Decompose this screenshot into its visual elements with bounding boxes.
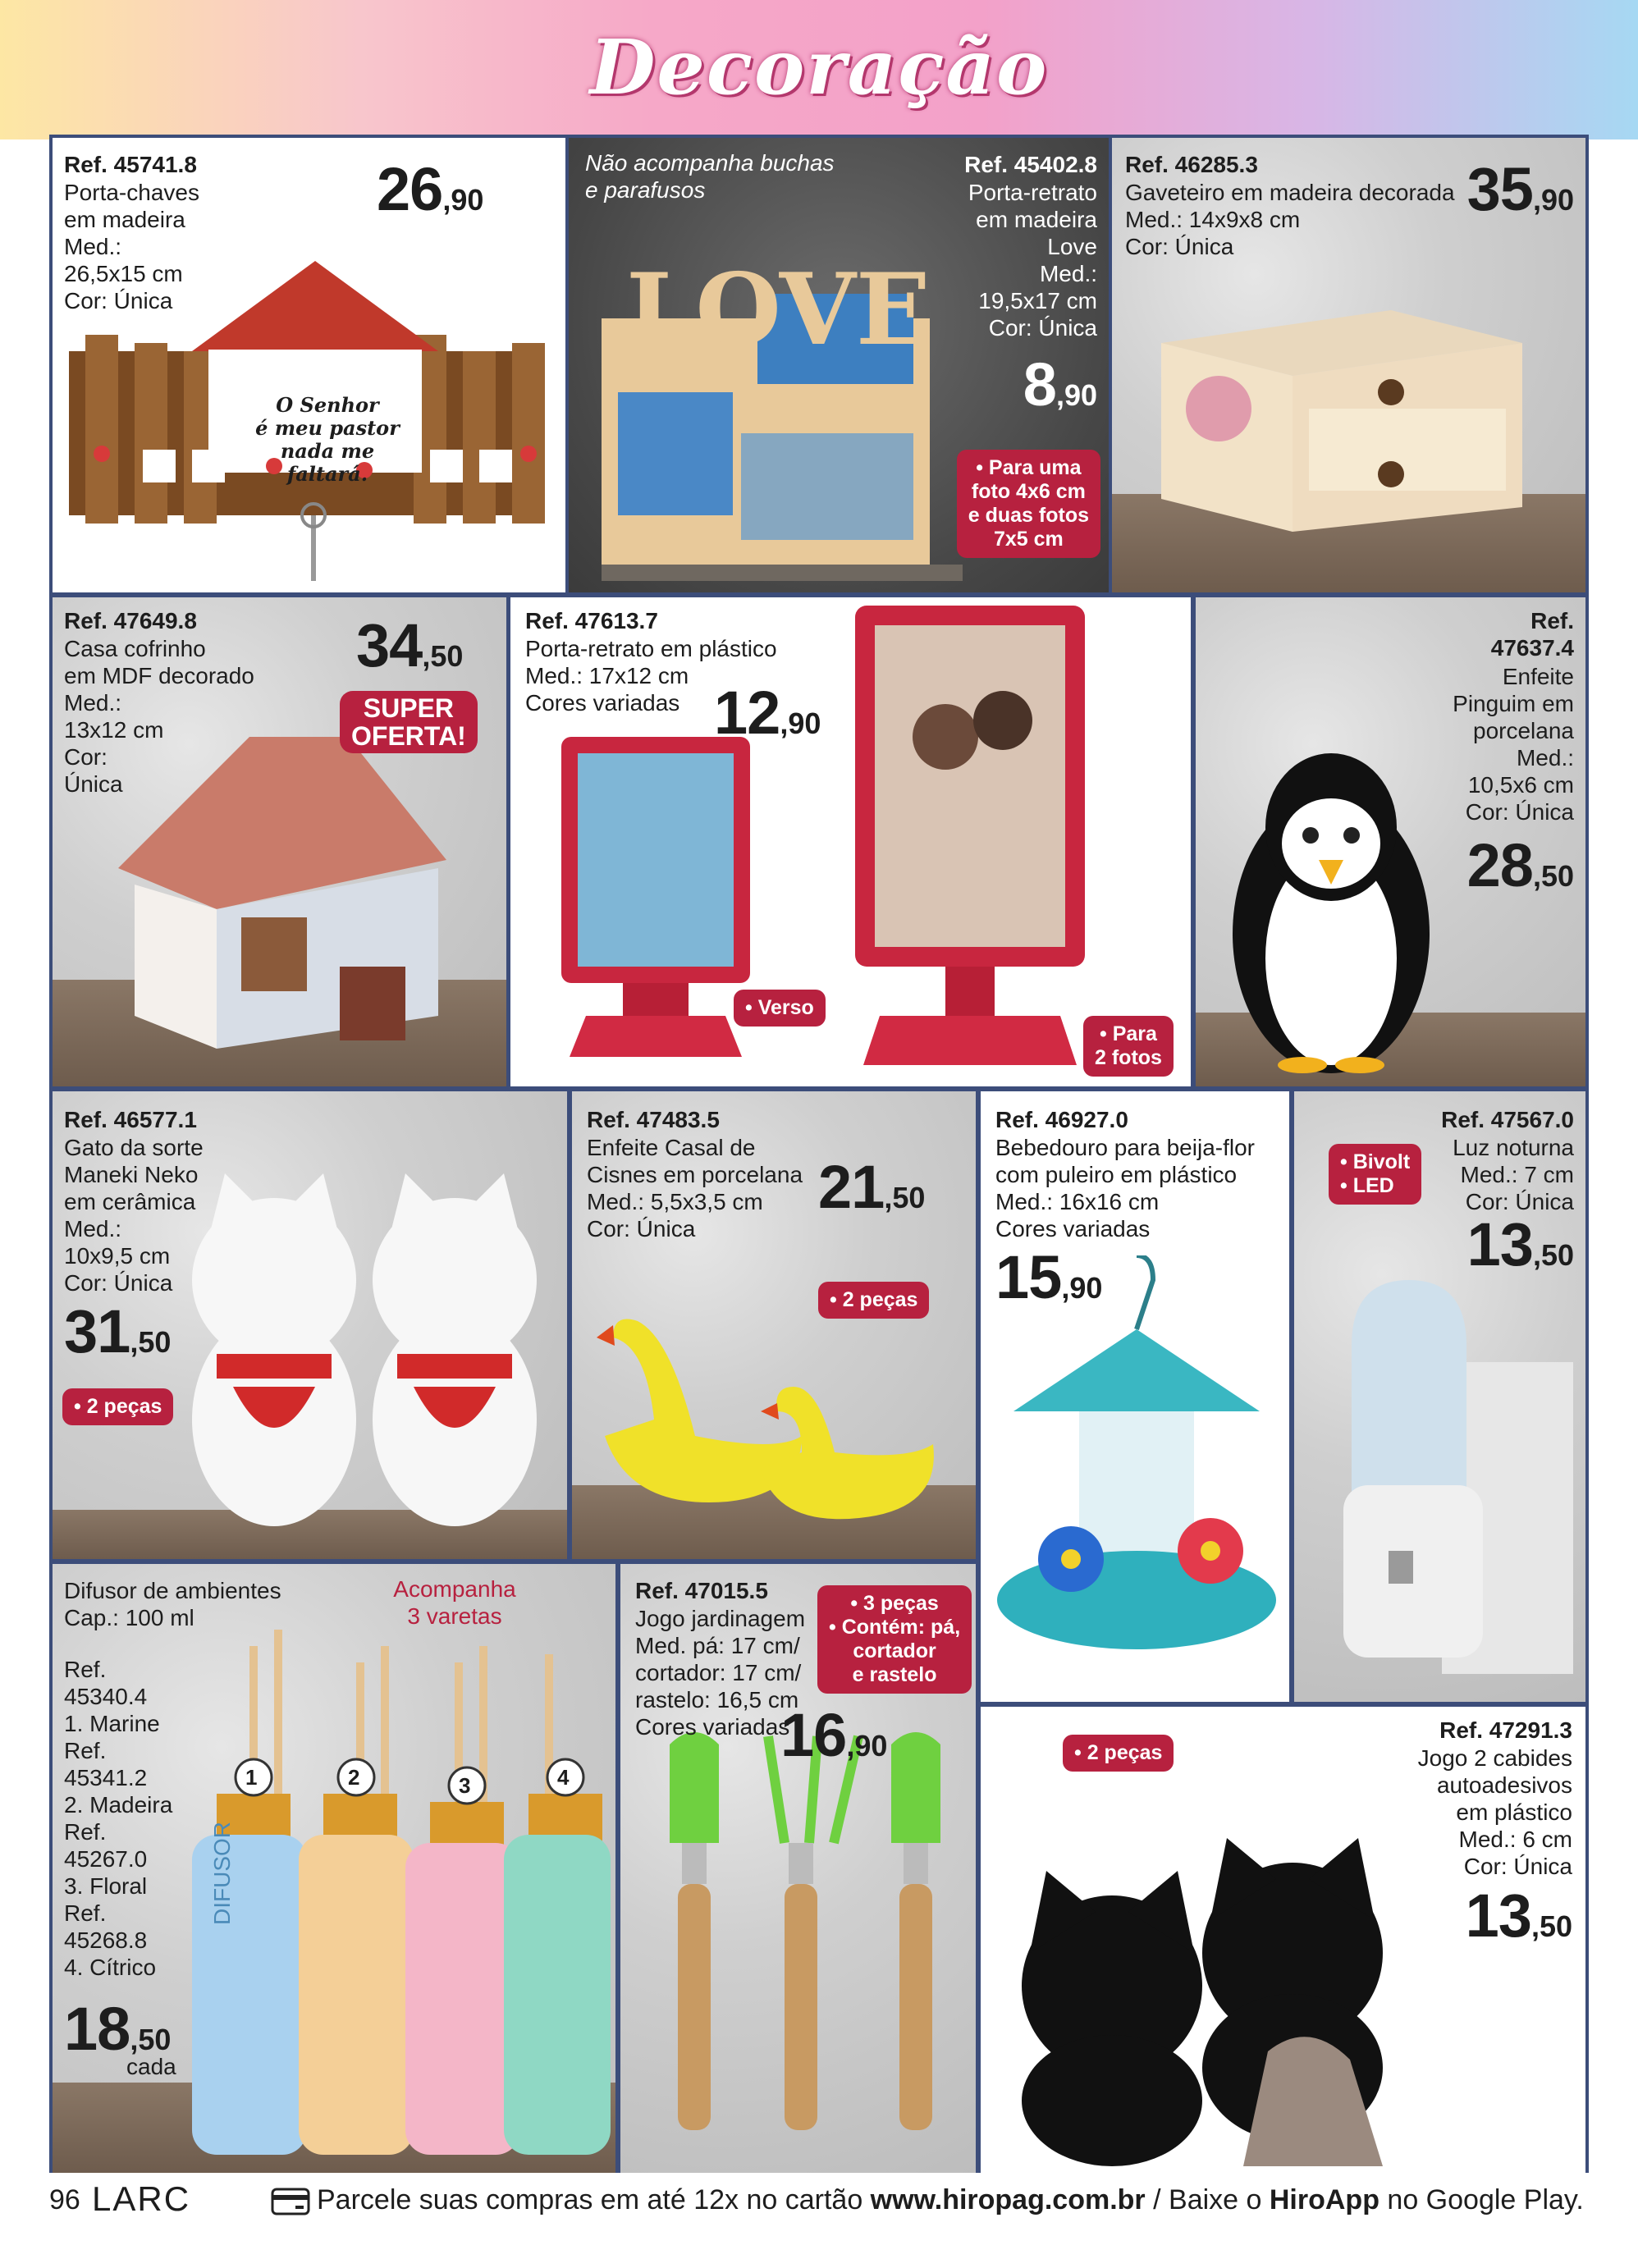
product-card-diffuser[interactable]	[53, 1564, 615, 2173]
product-card-plastic-frame[interactable]	[510, 597, 1191, 1086]
product-description: Enfeite Casal de Cisnes em porcelana Med.: 5,5x3,5 cm Cor: Única	[587, 1135, 803, 1241]
footer	[49, 2181, 1589, 2230]
product-card-key-holder[interactable]	[53, 138, 565, 592]
lucky-cat-image	[184, 1173, 561, 1534]
product-ref: Ref. 45402.8	[964, 152, 1097, 177]
brand-logo: LARC	[92, 2179, 191, 2218]
product-ref: Ref. 46577.1	[64, 1107, 197, 1132]
garden-set-image	[653, 1720, 957, 2163]
product-price: 16,90	[780, 1701, 888, 1769]
product-card-lucky-cat[interactable]	[53, 1091, 567, 1559]
product-card-bird-feeder[interactable]	[981, 1091, 1289, 1702]
footer-text: Parcele suas compras em até 12x no cartão www.hiropag.com.br / Baixe o HiroApp no Google Play.	[317, 2184, 1584, 2215]
penguin-image	[1228, 720, 1434, 1073]
love-frame-word: LOVE	[626, 252, 931, 368]
product-price: 28,50	[1466, 831, 1574, 899]
product-description: Bebedouro para beija-flor com puleiro em plástico Med.: 16x16 cm Cores variadas	[995, 1135, 1255, 1241]
product-card-cat-hooks[interactable]	[981, 1707, 1585, 2173]
night-light-image	[1327, 1280, 1573, 1690]
product-badge-verso: • Verso	[734, 990, 826, 1027]
product-description: Jogo 2 cabides autoadesivos em plástico Med.: 6 cm Cor: Única	[1417, 1745, 1572, 1879]
bottle-number: 4	[557, 1765, 570, 1790]
credit-card-icon	[271, 2188, 310, 2220]
product-description: Difusor de ambientes Cap.: 100 ml	[64, 1578, 281, 1630]
product-ref: Ref. 47291.3	[1439, 1717, 1572, 1743]
footer-url[interactable]: www.hiropag.com.br	[870, 2184, 1146, 2215]
product-badge: • 3 peças • Contém: pá, cortador e rastelo	[817, 1585, 972, 1694]
product-price: 13,50	[1466, 1210, 1574, 1278]
footer-app: HiroApp	[1269, 2184, 1379, 2215]
bottle-number: 1	[245, 1765, 258, 1790]
product-badge: • 2 peças	[818, 1282, 929, 1319]
product-description: Luz noturna Med.: 7 cm Cor: Única	[1453, 1135, 1574, 1214]
page-number: 96	[49, 2184, 80, 2215]
product-ref: Ref. 46285.3	[1125, 152, 1258, 177]
product-badge: • 2 peças	[1063, 1735, 1174, 1772]
product-ref: Ref. 46927.0	[995, 1107, 1128, 1132]
product-price: 12,90	[714, 679, 821, 747]
product-price: 18,50	[64, 1995, 172, 2063]
product-description: Enfeite Pinguim em porcelana Med.: 10,5x6 cm Cor: Única	[1453, 664, 1574, 825]
product-price: 34,50	[356, 611, 464, 679]
product-description: Porta-chaves em madeira Med.: 26,5x15 cm Cor: Única	[64, 180, 199, 313]
product-price: 31,50	[64, 1297, 172, 1365]
product-ref: Ref. 47637.4	[1490, 608, 1574, 661]
key-holder-sign-text: O Senhor é meu pastor nada me faltará.	[255, 393, 400, 486]
product-card-drawer-box[interactable]	[1112, 138, 1585, 592]
swans-image	[597, 1288, 958, 1534]
bottle-number: 2	[348, 1765, 360, 1790]
product-ref: Ref. 45741.8	[64, 152, 197, 177]
product-price: 21,50	[818, 1153, 926, 1221]
product-description: Casa cofrinho em MDF decorado Med.: 13x12 cm Cor: Única	[64, 636, 254, 797]
bottle-label: DIFUSOR	[209, 1822, 235, 1925]
product-description: Gato da sorte Maneki Neko em cerâmica Med.: 10x9,5 cm Cor: Única	[64, 1135, 204, 1296]
product-ref: Ref. 47567.0	[1441, 1107, 1574, 1132]
product-card-penguin[interactable]	[1196, 597, 1585, 1086]
product-description: Gaveteiro em madeira decorada Med.: 14x9x8 cm Cor: Única	[1125, 180, 1455, 259]
product-ref: Ref. 47015.5	[635, 1578, 768, 1603]
cat-hooks-image	[997, 1805, 1407, 2166]
product-price: 26,90	[377, 155, 484, 223]
product-badge: • Para uma foto 4x6 cm e duas fotos 7x5 cm	[957, 450, 1100, 558]
product-price: 8,90	[1023, 350, 1097, 418]
product-badge-two-photos: • Para 2 fotos	[1083, 1016, 1174, 1077]
drawer-box-image	[1145, 261, 1539, 581]
product-description: Porta-retrato em madeira Love Med.: 19,5x17 cm Cor: Única	[968, 180, 1097, 341]
diffuser-bottle-numbers	[184, 1613, 611, 2163]
product-card-garden-set[interactable]	[620, 1564, 976, 2173]
product-description: Jogo jardinagem Med. pá: 17 cm/ cortador: 17 cm/ rastelo: 16,5 cm Cores variadas	[635, 1606, 806, 1740]
product-ref: Ref. 47483.5	[587, 1107, 720, 1132]
product-card-night-light[interactable]	[1294, 1091, 1585, 1702]
product-price: 15,90	[995, 1243, 1103, 1311]
product-price: 35,90	[1466, 155, 1574, 223]
plastic-frame-large-image	[855, 606, 1085, 1065]
price-unit: cada	[126, 2054, 176, 2079]
page-title: Decoração	[589, 23, 1049, 112]
product-note: Acompanha 3 varetas	[393, 1576, 516, 1629]
product-description: Porta-retrato em plástico Med.: 17x12 cm Cores variadas	[525, 636, 777, 716]
bird-feeder-image	[989, 1255, 1284, 1690]
product-badge: • Bivolt • LED	[1329, 1144, 1421, 1205]
plastic-frame-small-image	[561, 737, 750, 1057]
product-ref: Ref. 47613.7	[525, 608, 658, 633]
product-price: 13,50	[1465, 1882, 1572, 1950]
product-note: Não acompanha buchas e parafusos	[585, 150, 835, 203]
super-offer-badge: SUPER OFERTA!	[340, 691, 478, 753]
product-badge: • 2 peças	[62, 1388, 173, 1425]
product-ref: Ref. 47649.8	[64, 608, 197, 633]
product-card-love-frame[interactable]	[569, 138, 1109, 592]
product-card-swans[interactable]	[572, 1091, 976, 1559]
product-ref-list: Ref. 45340.4 1. Marine Ref. 45341.2 2. Madeira Ref. 45267.0 3. Floral Ref. 45268.8 4. Cítrico	[64, 1657, 173, 1980]
bottle-number: 3	[459, 1773, 471, 1798]
product-card-piggy-house[interactable]	[53, 597, 506, 1086]
